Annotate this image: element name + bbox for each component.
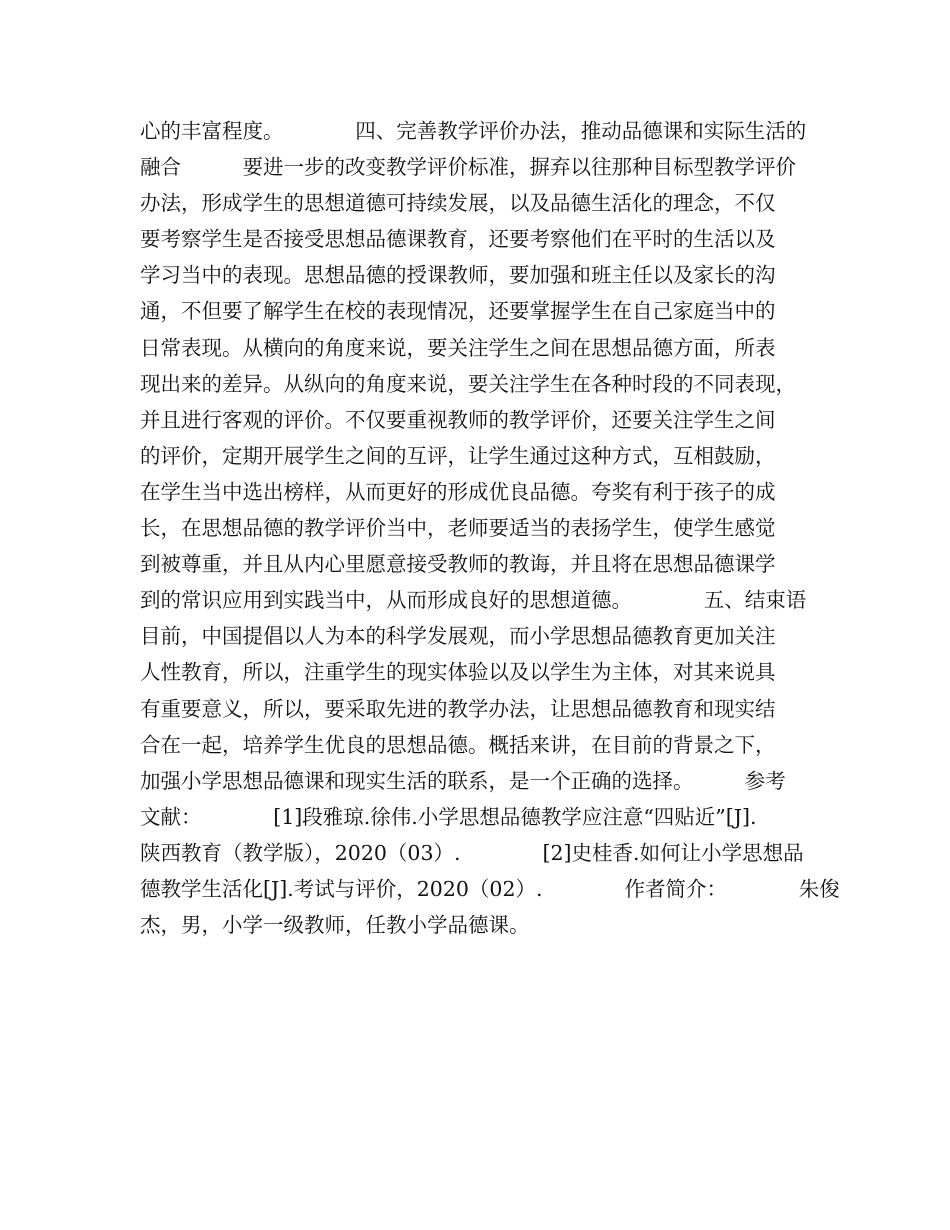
text-line: 德教学生活化[J].考试与评价，2020（02）. 作者简介： 朱俊 bbox=[140, 876, 840, 901]
text-line: 心的丰富程度。 四、完善教学评价办法，推动品德课和实际生活的 bbox=[140, 119, 807, 143]
text-line: 要考察学生是否接受思想品德课教育，还要考察他们在平时的生活以及 bbox=[140, 227, 776, 252]
text-line: 在学生当中选出榜样，从而更好的形成优良品德。夸奖有利于孩子的成 bbox=[140, 479, 776, 504]
text-line: 办法，形成学生的思想道德可持续发展，以及品德生活化的理念，不仅 bbox=[140, 191, 776, 216]
text-line: 加强小学思想品德课和现实生活的联系，是一个正确的选择。 参考 bbox=[140, 768, 786, 793]
text-line: 通，不但要了解学生在校的表现情况，还要掌握学生在自己家庭当中的 bbox=[140, 299, 776, 324]
text-line: 人性教育，所以，注重学生的现实体验以及以学生为主体，对其来说具 bbox=[140, 660, 776, 685]
text-line: 合在一起，培养学生优良的思想品德。概括来讲，在目前的背景之下， bbox=[140, 732, 776, 757]
text-line: 陕西教育（教学版），2020（03）. [2]史桂香.如何让小学思想品 bbox=[140, 840, 804, 865]
text-line: 文献： [1]段雅琼.徐伟.小学思想品德教学应注意“四贴近”[J]. bbox=[140, 804, 757, 829]
text-line: 目前，中国提倡以人为本的科学发展观，而小学思想品德教育更加关注 bbox=[140, 624, 776, 649]
text-line: 到的常识应用到实践当中，从而形成良好的思想道德。 五、结束语 bbox=[140, 588, 807, 613]
text-line: 学习当中的表现。思想品德的授课教师，要加强和班主任以及家长的沟 bbox=[140, 263, 776, 288]
text-line: 的评价，定期开展学生之间的互评，让学生通过这种方式，互相鼓励， bbox=[140, 443, 776, 468]
text-line: 日常表现。从横向的角度来说，要关注学生之间在思想品德方面，所表 bbox=[140, 335, 776, 360]
text-line: 有重要意义，所以，要采取先进的教学办法，让思想品德教育和现实结 bbox=[140, 696, 776, 721]
text-line: 到被尊重，并且从内心里愿意接受教师的教诲，并且将在思想品德课学 bbox=[140, 552, 776, 577]
body-text bbox=[140, 113, 840, 943]
text-line: 现出来的差异。从纵向的角度来说，要关注学生在各种时段的不同表现， bbox=[140, 371, 796, 396]
text-line: 长，在思想品德的教学评价当中，老师要适当的表扬学生，使学生感觉 bbox=[140, 516, 776, 541]
text-line: 融合 要进一步的改变教学评价标准，摒弃以往那种目标型教学评价 bbox=[140, 155, 796, 180]
text-line: 杰，男，小学一级教师，任教小学品德课。 bbox=[140, 913, 530, 938]
text-line: 并且进行客观的评价。不仅要重视教师的教学评价，还要关注学生之间 bbox=[140, 407, 776, 432]
